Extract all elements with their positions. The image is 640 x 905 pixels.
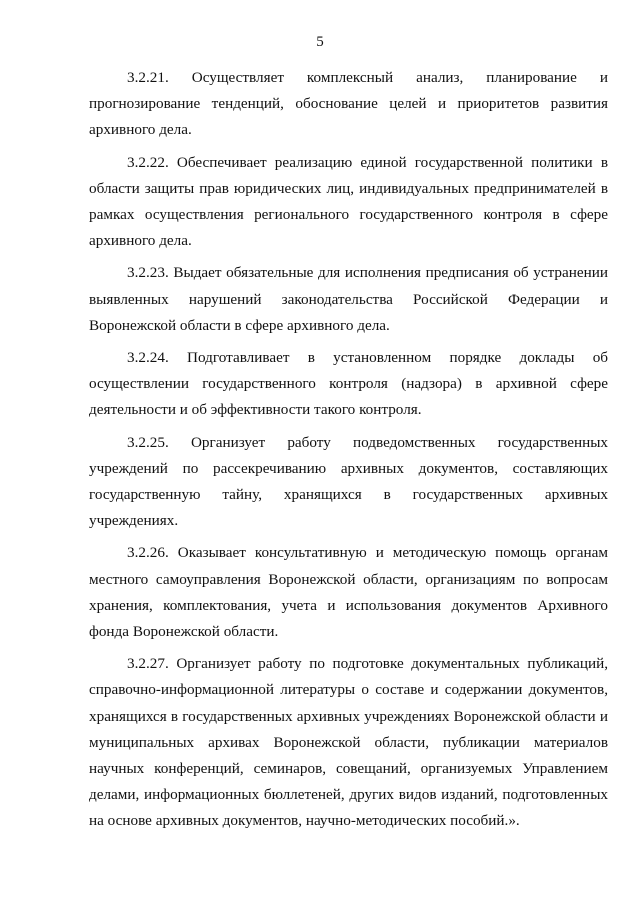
paragraph-3-2-24 bbox=[89, 345, 608, 424]
paragraph-text: Обеспечивает реализацию единой государственной политики в области защиты прав юридических лиц, индивидуальных предпринимателей в рамках осуществления регионального государственного контроля в сфере архивного дела. bbox=[89, 153, 608, 250]
paragraph-text: Организует работу подведомственных государственных учреждений по рассекречиванию архивных документов, составляющих государственную тайну, хранящихся в государственных архивных учреждениях. bbox=[89, 433, 609, 530]
paragraph-3-2-27 bbox=[89, 651, 608, 834]
paragraph-number: 3.2.21. bbox=[127, 69, 169, 86]
paragraph-text: Организует работу по подготовке документальных публикаций, справочно-информационной литературы о составе и содержании документов, хранящихся в государственных архивных учреждениях Воронежской области и муниципальных архивах Воронежской области, публикации материалов научных конференций, семинаров, совещаний, организуемых Управлением делами, информационных бюллетеней, других видов изданий, подготовленных на основе архивных документов, научно-методических пособий.». bbox=[89, 655, 608, 830]
paragraph-text: Выдает обязательные для исполнения предписания об устранении выявленных нарушений законодательства Российской Федерации и Воронежской области в сфере архивного дела. bbox=[89, 264, 609, 334]
paragraph-number: 3.2.24. bbox=[127, 349, 169, 367]
paragraph-number: 3.2.22. bbox=[127, 153, 169, 171]
paragraph-text: Подготавливает в установленном порядке доклады об осуществлении государственного контроля (надзора) в архивной сфере деятельности и об эффективности такого контроля. bbox=[89, 349, 609, 419]
document-body bbox=[89, 65, 608, 841]
paragraph-3-2-21 bbox=[89, 65, 608, 144]
page-number: 5 bbox=[316, 34, 324, 50]
paragraph-text: Осуществляет комплексный анализ, планирование и прогнозирование тенденций, обоснование целей и приоритетов развития архивного дела. bbox=[89, 69, 608, 139]
paragraph-3-2-22 bbox=[89, 150, 608, 255]
paragraph-text: Оказывает консультативную и методическую помощь органам местного самоуправления Воронежской области, организациям по вопросам хранения, комплектования, учета и использования документов Архивного фонда Воронежской области. bbox=[89, 544, 608, 641]
paragraph-number: 3.2.23. bbox=[127, 264, 169, 282]
paragraph-3-2-25 bbox=[89, 430, 608, 535]
paragraph-number: 3.2.26. bbox=[127, 544, 169, 562]
paragraph-number: 3.2.25. bbox=[127, 433, 169, 451]
paragraph-number: 3.2.27. bbox=[127, 655, 169, 673]
paragraph-3-2-23 bbox=[89, 260, 608, 339]
paragraph-3-2-26 bbox=[89, 540, 608, 645]
